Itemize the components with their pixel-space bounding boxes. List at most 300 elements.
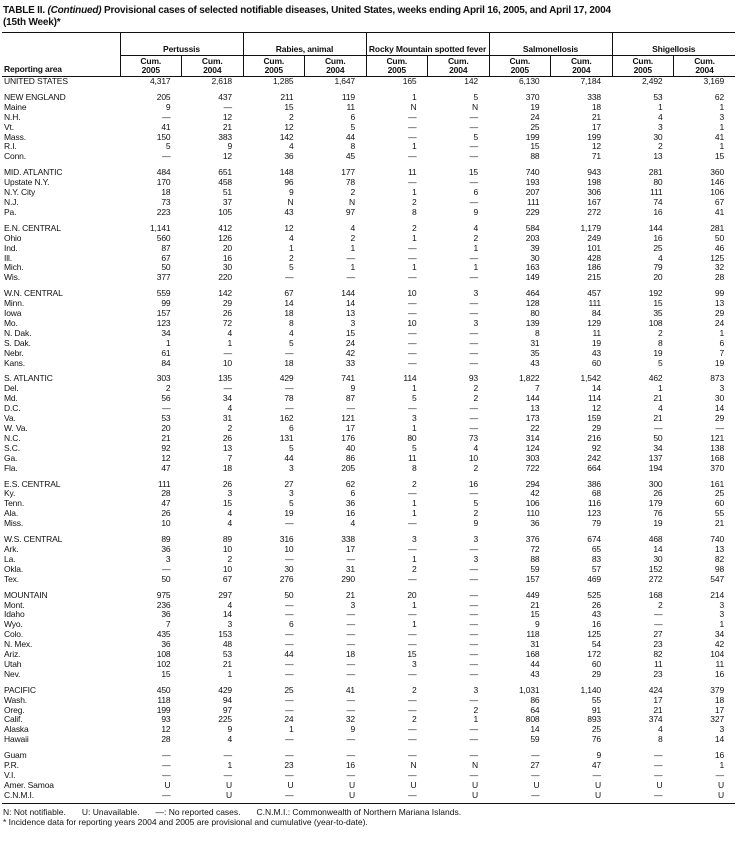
value-cell: 80 xyxy=(407,432,417,443)
value-cell: 3 xyxy=(227,619,233,630)
value-cell: — xyxy=(469,337,479,348)
value-cell: 14 xyxy=(345,298,356,309)
value-cell: — xyxy=(612,791,674,803)
subheader-salmonellosis-cum-2004 xyxy=(551,56,613,77)
table-row-ky xyxy=(2,489,735,499)
value-cell: — xyxy=(469,668,479,679)
table-row-wyo xyxy=(2,620,735,630)
value-cell: 30 xyxy=(530,252,540,263)
value-cell: — xyxy=(408,704,417,715)
value-cell: N xyxy=(349,196,356,207)
title-prefix: TABLE II. xyxy=(3,5,45,16)
value-cell: 379 xyxy=(710,684,725,695)
value-cell: 43 xyxy=(591,347,602,358)
value-cell: 54 xyxy=(591,639,602,650)
value-cell: U xyxy=(287,779,294,790)
area-cell: S. Dak. xyxy=(4,337,31,348)
value-cell: — xyxy=(285,668,294,679)
table-row-md xyxy=(2,394,735,404)
value-cell: 16 xyxy=(345,508,356,519)
value-cell: 82 xyxy=(714,553,725,564)
value-cell: 114 xyxy=(587,393,602,404)
value-cell: 223 xyxy=(156,206,171,217)
value-cell: 5 xyxy=(473,131,479,142)
value-cell: 11 xyxy=(592,327,602,338)
value-cell: 121 xyxy=(710,432,725,443)
value-cell: — xyxy=(346,694,356,705)
value-cell: U xyxy=(472,779,479,790)
table-row-mich xyxy=(2,263,735,273)
value-cell: 225 xyxy=(218,714,233,725)
value-cell: 36 xyxy=(161,639,171,650)
value-cell: 173 xyxy=(525,413,540,424)
value-cell: 2 xyxy=(165,383,171,394)
value-cell: 437 xyxy=(218,91,233,102)
value-cell: — xyxy=(408,770,417,780)
value-cell: 13 xyxy=(530,403,540,414)
area-cell: Ohio xyxy=(4,232,22,243)
value-cell: 303 xyxy=(525,452,540,463)
area-cell: PACIFIC xyxy=(4,684,36,695)
value-cell: 376 xyxy=(525,534,540,545)
value-cell: — xyxy=(469,177,479,188)
area-cell: Tenn. xyxy=(4,498,25,509)
value-cell: 7,184 xyxy=(580,76,602,86)
table-row-w-n-central xyxy=(2,283,735,299)
value-cell: — xyxy=(469,347,479,358)
value-cell: 16 xyxy=(714,750,725,761)
table-title-line2: (15th Week)* xyxy=(3,17,61,28)
value-cell: 1,822 xyxy=(518,373,540,384)
value-cell: 15 xyxy=(407,649,417,660)
area-cell: Mont. xyxy=(4,599,25,610)
value-cell: 60 xyxy=(714,498,725,509)
value-cell: 1 xyxy=(350,242,356,253)
area-cell: Guam xyxy=(4,750,27,761)
cum-label: Cum. xyxy=(201,56,223,66)
value-cell: 36 xyxy=(284,151,294,162)
value-cell: 464 xyxy=(525,288,540,299)
value-cell: 29 xyxy=(591,423,602,433)
value-cell: — xyxy=(469,196,479,207)
value-cell: 338 xyxy=(587,91,602,102)
value-cell: 3 xyxy=(350,599,356,610)
value-cell: — xyxy=(223,383,233,394)
value-cell: 60 xyxy=(591,357,602,368)
reporting-area-header: Reporting area xyxy=(2,33,120,77)
table-row-mass xyxy=(2,133,735,143)
value-cell: 12 xyxy=(161,724,171,735)
value-cell: 216 xyxy=(587,432,602,443)
value-cell: 59 xyxy=(530,734,540,745)
cum-label: Cum. xyxy=(694,56,715,66)
value-cell: 60 xyxy=(591,658,602,669)
value-cell: 272 xyxy=(648,573,663,584)
value-cell: 3 xyxy=(411,658,417,669)
value-cell: 82 xyxy=(653,649,663,660)
value-cell: 150 xyxy=(156,131,171,142)
value-cell: 50 xyxy=(161,262,171,273)
value-cell: — xyxy=(408,308,417,319)
area-cell: Conn. xyxy=(4,151,26,162)
value-cell: 29 xyxy=(714,308,725,319)
value-cell: 6 xyxy=(288,619,294,630)
value-cell: 17 xyxy=(714,704,725,715)
area-cell: La. xyxy=(4,553,16,564)
table-row-n-dak xyxy=(2,329,735,339)
value-cell: 89 xyxy=(222,534,233,545)
value-cell: 297 xyxy=(218,589,233,600)
area-cell: Colo. xyxy=(4,629,24,640)
value-cell: 19 xyxy=(530,101,540,112)
value-cell: 121 xyxy=(341,413,356,424)
value-cell: 20 xyxy=(653,272,663,283)
value-cell: 144 xyxy=(525,393,540,404)
table-row-hawaii xyxy=(2,735,735,745)
table-row-minn xyxy=(2,299,735,309)
value-cell: 9 xyxy=(350,383,356,394)
value-cell: 51 xyxy=(222,187,233,198)
value-cell: 360 xyxy=(710,167,725,178)
subheader-pertussis-cum-2004 xyxy=(182,56,244,77)
value-cell: — xyxy=(346,639,356,650)
value-cell: 119 xyxy=(341,91,356,102)
value-cell: 53 xyxy=(161,413,171,424)
value-cell: 18 xyxy=(345,649,356,660)
value-cell: 36 xyxy=(530,518,540,529)
value-cell: — xyxy=(346,619,356,630)
area-cell: Wyo. xyxy=(4,619,23,630)
area-cell: N.Y. City xyxy=(4,187,36,198)
value-cell: 9 xyxy=(534,619,540,630)
value-cell: 8 xyxy=(411,206,417,217)
value-cell: 2 xyxy=(288,252,294,263)
value-cell: — xyxy=(408,543,417,554)
value-cell: 4 xyxy=(227,518,233,529)
value-cell: 6 xyxy=(350,111,356,122)
value-cell: 1 xyxy=(719,101,725,112)
value-cell: — xyxy=(469,308,479,319)
value-cell: 73 xyxy=(161,196,171,207)
value-cell: 1,179 xyxy=(580,222,602,233)
value-cell: 1 xyxy=(719,619,725,630)
value-cell: 20 xyxy=(407,589,417,600)
value-cell: — xyxy=(162,770,171,780)
value-cell: — xyxy=(346,770,356,780)
table-row-oreg xyxy=(2,706,735,716)
value-cell: U xyxy=(551,791,613,803)
value-cell: 19 xyxy=(591,337,602,348)
area-cell: Okla. xyxy=(4,563,24,574)
value-cell: 19 xyxy=(653,347,663,358)
value-cell: 186 xyxy=(587,262,602,273)
value-cell: 428 xyxy=(587,252,602,263)
value-cell: 80 xyxy=(530,308,540,319)
value-cell: — xyxy=(346,734,356,745)
value-cell: — xyxy=(469,423,479,433)
table-row-nev xyxy=(2,670,735,680)
cum-label: Cum. xyxy=(324,56,346,66)
value-cell: 2 xyxy=(411,478,417,489)
value-cell: 110 xyxy=(526,508,540,519)
value-cell: 651 xyxy=(218,167,233,178)
value-cell: 30 xyxy=(222,262,233,273)
value-cell: 53 xyxy=(653,91,663,102)
table-body xyxy=(2,77,735,804)
value-cell: — xyxy=(469,694,479,705)
value-cell: 41 xyxy=(161,121,171,132)
value-cell: 142 xyxy=(218,288,233,299)
value-cell: 25 xyxy=(653,242,663,253)
value-cell: 111 xyxy=(158,478,171,489)
value-cell: 5 xyxy=(473,498,479,509)
value-cell: 28 xyxy=(161,734,171,745)
value-cell: 15 xyxy=(468,167,479,178)
value-cell: 163 xyxy=(525,262,540,273)
area-cell: Va. xyxy=(4,413,16,424)
value-cell: 12 xyxy=(222,111,233,122)
cum-label: Cum. xyxy=(509,56,531,66)
value-cell: 88 xyxy=(530,151,540,162)
value-cell: 153 xyxy=(218,629,233,640)
value-cell: 10 xyxy=(407,288,417,299)
value-cell: 14 xyxy=(714,734,725,745)
value-cell: 1 xyxy=(657,101,663,112)
area-cell: MOUNTAIN xyxy=(4,589,48,600)
value-cell: 4 xyxy=(227,734,233,745)
value-cell: 462 xyxy=(648,373,663,384)
value-cell: 740 xyxy=(710,534,725,545)
table-row-fla xyxy=(2,464,735,474)
value-cell: 1 xyxy=(719,327,725,338)
value-cell: 50 xyxy=(714,232,725,243)
value-cell: 61 xyxy=(161,347,171,358)
value-cell: 8 xyxy=(350,141,356,152)
value-cell: U xyxy=(656,779,663,790)
value-cell: 106 xyxy=(710,187,725,198)
value-cell: 21 xyxy=(653,704,663,715)
value-cell: 272 xyxy=(587,206,602,217)
disease-table xyxy=(2,32,735,804)
legend-cnmi: C.N.M.I.: Commonwealth of Northern Mariana Islands. xyxy=(256,806,462,817)
table-row-n-j xyxy=(2,198,735,208)
value-cell: 15 xyxy=(161,668,171,679)
value-cell: 9 xyxy=(596,750,602,761)
cum-label: Cum. xyxy=(140,56,162,66)
value-cell: 47 xyxy=(161,462,171,473)
value-cell: 1 xyxy=(411,498,417,509)
value-cell: 740 xyxy=(525,167,540,178)
value-cell: 2 xyxy=(411,196,417,207)
value-cell: 424 xyxy=(648,684,663,695)
table-row-wis xyxy=(2,273,735,283)
table-row-ill xyxy=(2,254,735,264)
table-row-n-y-city xyxy=(2,188,735,198)
value-cell: — xyxy=(285,658,294,669)
value-cell: 148 xyxy=(279,167,294,178)
value-cell: 45 xyxy=(345,151,356,162)
value-cell: — xyxy=(408,347,417,358)
value-cell: 14 xyxy=(222,609,233,620)
value-cell: 162 xyxy=(279,413,294,424)
value-cell: 43 xyxy=(530,357,540,368)
value-cell: 4 xyxy=(473,222,479,233)
table-row-nebr xyxy=(2,349,735,359)
value-cell: 484 xyxy=(156,167,171,178)
value-cell: 146 xyxy=(710,177,725,188)
value-cell: — xyxy=(285,609,294,620)
value-cell: 34 xyxy=(222,393,233,404)
value-cell: — xyxy=(223,770,233,780)
value-cell: — xyxy=(285,553,294,564)
value-cell: 314 xyxy=(525,432,540,443)
value-cell: 124 xyxy=(525,442,540,453)
value-cell: 3 xyxy=(473,288,479,299)
value-cell: 203 xyxy=(525,232,540,243)
value-cell: 56 xyxy=(161,393,171,404)
value-cell: 290 xyxy=(341,573,356,584)
value-cell: — xyxy=(408,403,417,414)
table-row-pa xyxy=(2,208,735,218)
value-cell: 4 xyxy=(350,222,356,233)
value-cell: 276 xyxy=(279,573,294,584)
value-cell: 24 xyxy=(714,317,725,328)
value-cell: — xyxy=(469,629,479,640)
area-cell: Ariz. xyxy=(4,649,21,660)
value-cell: 4 xyxy=(227,508,233,519)
value-cell: 236 xyxy=(156,599,171,610)
value-cell: 412 xyxy=(218,222,233,233)
value-cell: 3 xyxy=(227,488,233,499)
value-cell: 26 xyxy=(222,432,233,443)
value-cell: 16 xyxy=(345,760,356,771)
value-cell: — xyxy=(408,724,417,735)
value-cell: — xyxy=(469,413,479,424)
value-cell: 13 xyxy=(222,442,233,453)
year-label: 2004 xyxy=(449,65,468,75)
value-cell: 62 xyxy=(345,478,356,489)
value-cell: 16 xyxy=(653,232,663,243)
value-cell: 199 xyxy=(156,704,171,715)
value-cell: 43 xyxy=(284,206,294,217)
value-cell: — xyxy=(408,337,417,348)
subheader-rocky-mountain-spotted-fever-cum-2005 xyxy=(366,56,428,77)
value-cell: 149 xyxy=(525,272,540,283)
subheader-rabies-animal-cum-2005 xyxy=(243,56,305,77)
value-cell: 91 xyxy=(591,704,602,715)
area-cell: D.C. xyxy=(4,403,21,414)
value-cell: 11 xyxy=(407,167,417,178)
area-cell: Utah xyxy=(4,658,22,669)
value-cell: — xyxy=(120,791,182,803)
value-cell: 32 xyxy=(345,714,356,725)
table-row-ga xyxy=(2,454,735,464)
value-cell: 111 xyxy=(588,298,602,309)
value-cell: 170 xyxy=(156,177,171,188)
value-cell: 108 xyxy=(156,649,171,660)
table-row-tex xyxy=(2,575,735,585)
value-cell: 97 xyxy=(345,206,356,217)
value-cell: 1,141 xyxy=(149,222,171,233)
value-cell: 47 xyxy=(591,760,602,771)
value-cell: 99 xyxy=(161,298,171,309)
area-cell: Oreg. xyxy=(4,704,25,715)
year-label: 2005 xyxy=(510,65,529,75)
cum-label: Cum. xyxy=(632,56,654,66)
area-cell: R.I. xyxy=(4,141,17,152)
value-cell: 135 xyxy=(218,373,233,384)
value-cell: — xyxy=(531,770,540,780)
value-cell: 560 xyxy=(156,232,171,243)
value-cell: 429 xyxy=(279,373,294,384)
table-row-la xyxy=(2,555,735,565)
value-cell: 48 xyxy=(222,639,233,650)
value-cell: 34 xyxy=(714,629,725,640)
area-cell: Idaho xyxy=(4,609,25,620)
value-cell: — xyxy=(469,734,479,745)
area-cell: Nebr. xyxy=(4,347,24,358)
value-cell: 1,140 xyxy=(580,684,602,695)
value-cell: 83 xyxy=(591,553,602,564)
value-cell: 211 xyxy=(280,91,294,102)
subheader-pertussis-cum-2005 xyxy=(120,56,182,77)
subheader-rabies-animal-cum-2004 xyxy=(305,56,367,77)
area-cell: Miss. xyxy=(4,518,24,529)
value-cell: 44 xyxy=(530,658,540,669)
cum-label: Cum. xyxy=(447,56,469,66)
value-cell: 104 xyxy=(710,649,725,660)
area-cell: N.J. xyxy=(4,196,19,207)
value-cell: 893 xyxy=(587,714,602,725)
table-row-d-c xyxy=(2,404,735,414)
value-cell: 6 xyxy=(350,488,356,499)
value-cell: 5 xyxy=(350,121,356,132)
value-cell: 79 xyxy=(653,262,663,273)
value-cell: 3 xyxy=(165,553,171,564)
value-cell: — xyxy=(408,629,417,640)
value-cell: 21 xyxy=(222,658,233,669)
value-cell: 65 xyxy=(591,543,602,554)
table-row-upstate-n-y xyxy=(2,178,735,188)
value-cell: N xyxy=(410,760,417,771)
value-cell: 1 xyxy=(411,383,417,394)
value-cell: 429 xyxy=(218,684,233,695)
value-cell: 457 xyxy=(587,288,602,299)
value-cell: 41 xyxy=(714,206,725,217)
value-cell: 6 xyxy=(719,337,725,348)
area-cell: Tex. xyxy=(4,573,19,584)
value-cell: — xyxy=(408,750,417,761)
value-cell: 547 xyxy=(710,573,725,584)
value-cell: — xyxy=(469,573,479,584)
value-cell: — xyxy=(489,791,551,803)
value-cell: 12 xyxy=(284,222,294,233)
value-cell: 50 xyxy=(284,589,294,600)
value-cell: — xyxy=(469,327,479,338)
value-cell: U xyxy=(718,779,725,790)
table-row-maine xyxy=(2,103,735,113)
table-row-pacific xyxy=(2,680,735,696)
value-cell: 3 xyxy=(719,383,725,394)
value-cell: 159 xyxy=(587,413,602,424)
value-cell: 128 xyxy=(525,298,540,309)
table-row-mid-atlantic xyxy=(2,162,735,178)
value-cell: — xyxy=(469,403,479,414)
area-cell: Fla. xyxy=(4,462,18,473)
value-cell: 10 xyxy=(222,543,233,554)
value-cell: 9 xyxy=(227,724,233,735)
value-cell: 9 xyxy=(473,518,479,529)
